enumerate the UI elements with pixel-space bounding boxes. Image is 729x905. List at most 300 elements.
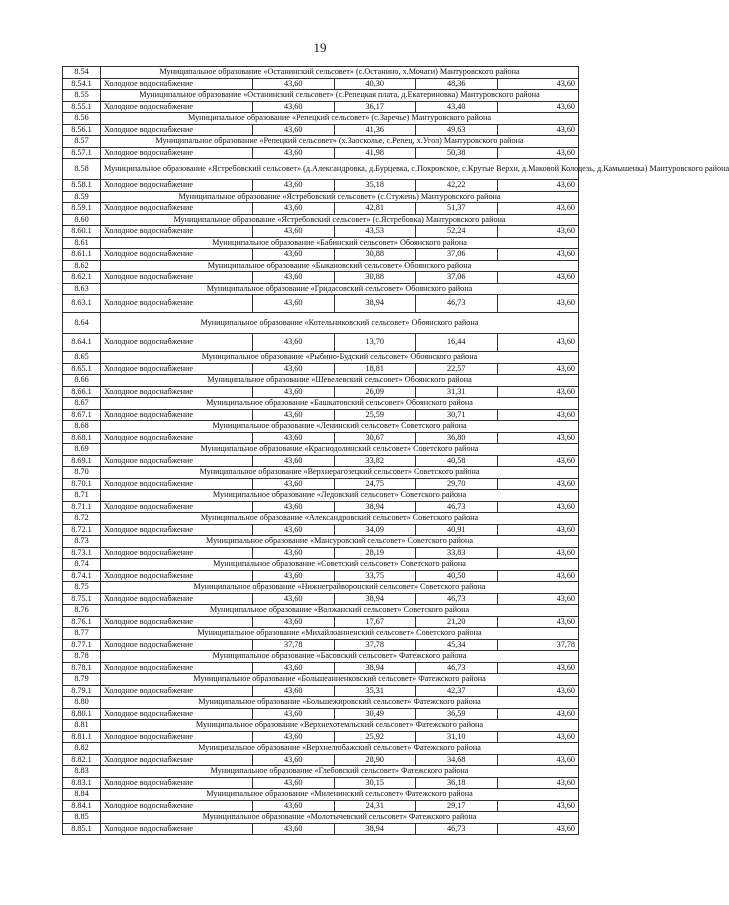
section-header-row	[63, 113, 579, 125]
tariff-value: 43,60	[497, 203, 579, 215]
tariff-value: 46,73	[416, 501, 498, 513]
tariff-value: 43,60	[253, 777, 335, 789]
row-number: 8.56.1	[63, 124, 101, 136]
tariff-value: 26,09	[334, 386, 416, 398]
tariff-value: 43,60	[497, 386, 579, 398]
tariff-value: 22,57	[416, 363, 498, 375]
tariff-value: 41,36	[334, 124, 416, 136]
table-row	[63, 101, 579, 113]
section-number: 8.61	[63, 237, 101, 249]
tariff-value: 37,78	[334, 639, 416, 651]
tariff-value: 43,60	[253, 249, 335, 261]
tariff-value: 33,83	[416, 547, 498, 559]
page-number: 19	[313, 40, 327, 55]
table-row	[63, 800, 579, 812]
service-name: Холодное водоснабжение	[101, 409, 253, 421]
tariff-value: 42,81	[334, 203, 416, 215]
row-number: 8.64.1	[63, 334, 101, 352]
tariff-value: 43,60	[497, 570, 579, 582]
tariff-value: 43,60	[253, 334, 335, 352]
tariff-value: 52,24	[416, 226, 498, 238]
service-name: Холодное водоснабжение	[101, 147, 253, 159]
section-number: 8.69	[63, 444, 101, 456]
tariff-value: 35,31	[334, 685, 416, 697]
section-header-row	[63, 697, 579, 709]
service-name: Холодное водоснабжение	[101, 639, 253, 651]
section-title: Муниципальное образование «Басовский сельсовет» Фатежского района	[101, 651, 579, 663]
tariff-value: 43,60	[253, 386, 335, 398]
tariff-value: 33,75	[334, 570, 416, 582]
row-number: 8.83.1	[63, 777, 101, 789]
service-name: Холодное водоснабжение	[101, 180, 253, 192]
section-title: Муниципальное образование «Ястребовский сельсовет» (с.Стужень) Мантуровского района	[101, 191, 579, 203]
section-title: Муниципальное образование «Александровский сельсовет» Советского района	[101, 513, 579, 525]
row-number: 8.66.1	[63, 386, 101, 398]
tariff-value: 43,60	[253, 101, 335, 113]
tariff-value: 43,60	[497, 226, 579, 238]
tariff-value: 38,94	[334, 823, 416, 835]
section-number: 8.68	[63, 421, 101, 433]
table-row	[63, 272, 579, 284]
tariff-value: 37,06	[416, 272, 498, 284]
tariff-value: 31,10	[416, 731, 498, 743]
tariff-value: 38,94	[334, 295, 416, 313]
table-row	[63, 147, 579, 159]
tariff-value: 43,60	[497, 524, 579, 536]
section-header-row	[63, 159, 579, 180]
tariff-value: 43,60	[497, 662, 579, 674]
tariff-value: 43,60	[497, 823, 579, 835]
section-title: Муниципальное образование «Останинский сельсовет» (с.Репецкая плата, д.Екатериновка) Мантуровского района	[101, 90, 579, 102]
tariff-value: 43,53	[334, 226, 416, 238]
section-header-row	[63, 674, 579, 686]
section-title: Муниципальное образование «Верхнелюбажский сельсовет» Фатежского района	[101, 743, 579, 755]
section-number: 8.80	[63, 697, 101, 709]
section-header-row	[63, 444, 579, 456]
tariff-value: 51,37	[416, 203, 498, 215]
section-header-row	[63, 582, 579, 594]
section-title: Муниципальное образование «Миленинский сельсовет» Фатежского района	[101, 789, 579, 801]
section-title: Муниципальное образование «Останинский сельсовет» (с.Останино, х.Мочаги) Мантуровского района	[101, 67, 579, 79]
section-title: Муниципальное образование «Волжанский сельсовет» Советского района	[101, 605, 579, 617]
tariff-value: 30,88	[334, 272, 416, 284]
table-row	[63, 593, 579, 605]
section-header-row	[63, 490, 579, 502]
tariff-value: 43,60	[253, 616, 335, 628]
service-name: Холодное водоснабжение	[101, 249, 253, 261]
row-number: 8.77.1	[63, 639, 101, 651]
tariff-value: 43,60	[253, 593, 335, 605]
section-header-row	[63, 628, 579, 640]
tariff-value: 36,17	[334, 101, 416, 113]
table-row	[63, 501, 579, 513]
tariff-value: 43,60	[253, 731, 335, 743]
row-number: 8.63.1	[63, 295, 101, 313]
section-header-row	[63, 214, 579, 226]
service-name: Холодное водоснабжение	[101, 570, 253, 582]
tariff-value: 43,60	[253, 295, 335, 313]
tariff-value: 30,49	[334, 708, 416, 720]
tariff-value: 49,63	[416, 124, 498, 136]
service-name: Холодное водоснабжение	[101, 334, 253, 352]
service-name: Холодное водоснабжение	[101, 124, 253, 136]
tariff-value: 24,75	[334, 478, 416, 490]
table-row	[63, 386, 579, 398]
service-name: Холодное водоснабжение	[101, 616, 253, 628]
table-row	[63, 180, 579, 192]
tariff-value: 43,60	[253, 226, 335, 238]
section-title: Муниципальное образование «Мансуровский сельсовет» Советского района	[101, 536, 579, 548]
tariff-value: 36,59	[416, 708, 498, 720]
tariff-value: 37,06	[416, 249, 498, 261]
row-number: 8.58.1	[63, 180, 101, 192]
table-row	[63, 777, 579, 789]
tariff-value: 43,60	[253, 524, 335, 536]
section-title: Муниципальное образование «Советский сельсовет» Советского района	[101, 559, 579, 571]
service-name: Холодное водоснабжение	[101, 662, 253, 674]
tariff-value: 48,36	[416, 78, 498, 90]
row-number: 8.61.1	[63, 249, 101, 261]
section-title: Муниципальное образование «Ледовский сельсовет» Советского района	[101, 490, 579, 502]
tariff-value: 16,44	[416, 334, 498, 352]
row-number: 8.78.1	[63, 662, 101, 674]
section-number: 8.55	[63, 90, 101, 102]
tariff-value: 41,98	[334, 147, 416, 159]
tariff-value: 33,82	[334, 455, 416, 467]
row-number: 8.79.1	[63, 685, 101, 697]
service-name: Холодное водоснабжение	[101, 101, 253, 113]
row-number: 8.80.1	[63, 708, 101, 720]
service-name: Холодное водоснабжение	[101, 823, 253, 835]
tariff-value: 46,73	[416, 823, 498, 835]
tariff-value: 31,31	[416, 386, 498, 398]
row-number: 8.59.1	[63, 203, 101, 215]
section-title: Муниципальное образование «Быкановский сельсовет» Обоянского района	[101, 260, 579, 272]
tariff-value: 43,60	[497, 78, 579, 90]
section-title: Муниципальное образование «Верхнерагозецкий сельсовет» Советского района	[101, 467, 579, 479]
section-title: Муниципальное образование «Шевелевский сельсовет» Обоянского района	[101, 375, 579, 387]
table-row	[63, 203, 579, 215]
tariff-value: 43,60	[253, 432, 335, 444]
tariff-value: 37,78	[253, 639, 335, 651]
tariff-value: 42,22	[416, 180, 498, 192]
service-name: Холодное водоснабжение	[101, 432, 253, 444]
tariff-value: 43,60	[253, 203, 335, 215]
section-header-row	[63, 352, 579, 364]
tariff-value: 43,60	[253, 685, 335, 697]
service-name: Холодное водоснабжение	[101, 731, 253, 743]
tariff-value: 43,60	[497, 147, 579, 159]
tariff-value: 36,80	[416, 432, 498, 444]
tariff-value: 40,58	[416, 455, 498, 467]
service-name: Холодное водоснабжение	[101, 754, 253, 766]
section-header-row	[63, 766, 579, 778]
tariff-value: 37,78	[497, 639, 579, 651]
section-number: 8.54	[63, 67, 101, 79]
section-title: Муниципальное образование «Ленинский сельсовет» Советского района	[101, 421, 579, 433]
section-header-row	[63, 67, 579, 79]
table-row	[63, 823, 579, 835]
section-header-row	[63, 283, 579, 295]
tariff-value: 43,60	[497, 272, 579, 284]
section-number: 8.67	[63, 398, 101, 410]
table-row	[63, 547, 579, 559]
service-name: Холодное водоснабжение	[101, 800, 253, 812]
section-header-row	[63, 467, 579, 479]
tariff-value: 43,60	[253, 363, 335, 375]
row-number: 8.65.1	[63, 363, 101, 375]
section-title: Муниципальное образование «Башкатовский сельсовет» Обоянского района	[101, 398, 579, 410]
service-name: Холодное водоснабжение	[101, 524, 253, 536]
service-name: Холодное водоснабжение	[101, 547, 253, 559]
section-title: Муниципальное образование «Репецкий сельсовет» (х.Заосколье, с.Репец, х.Угол) Мантуровского района	[101, 136, 579, 148]
tariff-value: 43,60	[253, 147, 335, 159]
table-row	[63, 124, 579, 136]
tariff-value: 43,60	[253, 547, 335, 559]
table-row	[63, 295, 579, 313]
section-header-row	[63, 812, 579, 824]
section-number: 8.75	[63, 582, 101, 594]
tariff-value: 43,60	[497, 593, 579, 605]
tariff-value: 43,60	[497, 455, 579, 467]
section-header-row	[63, 421, 579, 433]
tariff-value: 30,15	[334, 777, 416, 789]
tariff-value: 43,60	[497, 249, 579, 261]
tariff-value: 17,67	[334, 616, 416, 628]
tariff-value: 43,60	[253, 124, 335, 136]
tariff-value: 40,30	[334, 78, 416, 90]
table-row	[63, 432, 579, 444]
service-name: Холодное водоснабжение	[101, 272, 253, 284]
service-name: Холодное водоснабжение	[101, 708, 253, 720]
tariff-value: 43,60	[497, 685, 579, 697]
section-header-row	[63, 789, 579, 801]
section-header-row	[63, 743, 579, 755]
table-row	[63, 455, 579, 467]
table-row	[63, 639, 579, 651]
tariff-table	[62, 66, 729, 835]
tariff-value: 24,31	[334, 800, 416, 812]
tariff-value: 30,71	[416, 409, 498, 421]
row-number: 8.82.1	[63, 754, 101, 766]
tariff-value: 43,60	[253, 708, 335, 720]
row-number: 8.54.1	[63, 78, 101, 90]
table-row	[63, 226, 579, 238]
tariff-value: 42,37	[416, 685, 498, 697]
section-number: 8.78	[63, 651, 101, 663]
section-title: Муниципальное образование «Котельниковский сельсовет» Обоянского района	[101, 313, 579, 334]
tariff-value: 43,60	[497, 101, 579, 113]
section-number: 8.56	[63, 113, 101, 125]
tariff-value: 28,90	[334, 754, 416, 766]
service-name: Холодное водоснабжение	[101, 501, 253, 513]
tariff-value: 43,60	[497, 800, 579, 812]
row-number: 8.72.1	[63, 524, 101, 536]
tariff-value: 43,60	[253, 570, 335, 582]
section-number: 8.79	[63, 674, 101, 686]
tariff-value: 43,60	[253, 455, 335, 467]
tariff-value: 13,70	[334, 334, 416, 352]
section-number: 8.62	[63, 260, 101, 272]
tariff-value: 38,94	[334, 593, 416, 605]
section-number: 8.58	[63, 159, 101, 180]
tariff-value: 43,60	[497, 777, 579, 789]
row-number: 8.75.1	[63, 593, 101, 605]
section-title: Муниципальное образование «Михайлоанненский сельсовет» Советского района	[101, 628, 579, 640]
table-row	[63, 409, 579, 421]
tariff-value: 43,60	[497, 547, 579, 559]
tariff-value: 40,50	[416, 570, 498, 582]
table-row	[63, 78, 579, 90]
section-number: 8.82	[63, 743, 101, 755]
table-row	[63, 754, 579, 766]
table-row	[63, 249, 579, 261]
section-header-row	[63, 605, 579, 617]
tariff-value: 43,60	[497, 731, 579, 743]
section-header-row	[63, 559, 579, 571]
tariff-value: 45,34	[416, 639, 498, 651]
tariff-value: 43,60	[497, 124, 579, 136]
tariff-value: 43,60	[497, 478, 579, 490]
tariff-value: 43,60	[497, 295, 579, 313]
tariff-value: 43,60	[253, 501, 335, 513]
section-header-row	[63, 313, 579, 334]
section-title: Муниципальное образование «Большежировский сельсовет» Фатежского района	[101, 697, 579, 709]
service-name: Холодное водоснабжение	[101, 478, 253, 490]
table-row	[63, 478, 579, 490]
section-title: Муниципальное образование «Бабинский сельсовет» Обоянского района	[101, 237, 579, 249]
section-number: 8.64	[63, 313, 101, 334]
section-number: 8.74	[63, 559, 101, 571]
section-number: 8.83	[63, 766, 101, 778]
tariff-value: 43,60	[253, 754, 335, 766]
row-number: 8.73.1	[63, 547, 101, 559]
section-number: 8.77	[63, 628, 101, 640]
section-title: Муниципальное образование «Краснодолинский сельсовет» Советского района	[101, 444, 579, 456]
tariff-value: 43,60	[253, 180, 335, 192]
tariff-value: 43,60	[497, 616, 579, 628]
section-number: 8.70	[63, 467, 101, 479]
tariff-value: 43,60	[253, 409, 335, 421]
section-title: Муниципальное образование «Ястребовский сельсовет» (д.Александровка, д.Бурцевка, с.Покровское, с.Крутые Верхи, д.Маковой Колодезь, д.Камышенка) Мантуровского района	[101, 159, 579, 180]
section-title: Муниципальное образование «Верхнехотемльский сельсовет» Фатежского района	[101, 720, 579, 732]
section-title: Муниципальное образование «Нижнеграйворонский сельсовет» Советского района	[101, 582, 579, 594]
section-header-row	[63, 398, 579, 410]
row-number: 8.76.1	[63, 616, 101, 628]
tariff-value: 43,60	[497, 708, 579, 720]
tariff-value: 43,60	[253, 662, 335, 674]
service-name: Холодное водоснабжение	[101, 363, 253, 375]
tariff-value: 18,81	[334, 363, 416, 375]
row-number: 8.60.1	[63, 226, 101, 238]
tariff-value: 43,60	[497, 409, 579, 421]
section-title: Муниципальное образование «Гридасовский сельсовет» Обоянского района	[101, 283, 579, 295]
service-name: Холодное водоснабжение	[101, 593, 253, 605]
tariff-value: 43,40	[416, 101, 498, 113]
section-header-row	[63, 375, 579, 387]
table-row	[63, 524, 579, 536]
row-number: 8.84.1	[63, 800, 101, 812]
row-number: 8.55.1	[63, 101, 101, 113]
section-header-row	[63, 136, 579, 148]
tariff-value: 25,59	[334, 409, 416, 421]
section-number: 8.84	[63, 789, 101, 801]
tariff-value: 43,60	[497, 501, 579, 513]
section-number: 8.81	[63, 720, 101, 732]
tariff-value: 46,73	[416, 295, 498, 313]
tariff-value: 21,20	[416, 616, 498, 628]
section-header-row	[63, 651, 579, 663]
section-title: Муниципальное образование «Репецкий сельсовет» (с.Заречье) Мантуровского района	[101, 113, 579, 125]
section-number: 8.72	[63, 513, 101, 525]
tariff-value: 34,09	[334, 524, 416, 536]
service-name: Холодное водоснабжение	[101, 226, 253, 238]
section-header-row	[63, 90, 579, 102]
table-row	[63, 334, 579, 352]
section-number: 8.73	[63, 536, 101, 548]
tariff-table-body	[63, 67, 729, 835]
tariff-value: 30,67	[334, 432, 416, 444]
section-number: 8.85	[63, 812, 101, 824]
tariff-value: 38,94	[334, 662, 416, 674]
table-row	[63, 363, 579, 375]
tariff-value: 43,60	[497, 432, 579, 444]
service-name: Холодное водоснабжение	[101, 455, 253, 467]
tariff-value: 43,60	[253, 78, 335, 90]
section-number: 8.71	[63, 490, 101, 502]
row-number: 8.71.1	[63, 501, 101, 513]
tariff-value: 43,60	[497, 334, 579, 352]
tariff-value: 46,73	[416, 593, 498, 605]
tariff-value: 34,68	[416, 754, 498, 766]
tariff-value: 29,70	[416, 478, 498, 490]
section-number: 8.76	[63, 605, 101, 617]
section-title: Муниципальное образование «Большеанненковский сельсовет» Фатежского района	[101, 674, 579, 686]
tariff-value: 50,38	[416, 147, 498, 159]
service-name: Холодное водоснабжение	[101, 777, 253, 789]
tariff-value: 43,60	[497, 754, 579, 766]
tariff-value: 43,60	[497, 363, 579, 375]
section-header-row	[63, 536, 579, 548]
section-title: Муниципальное образование «Глебовский сельсовет» Фатежского района	[101, 766, 579, 778]
table-row	[63, 616, 579, 628]
row-number: 8.68.1	[63, 432, 101, 444]
row-number: 8.62.1	[63, 272, 101, 284]
tariff-value: 30,88	[334, 249, 416, 261]
section-title: Муниципальное образование «Рыбино-Будский сельсовет» Обоянского района	[101, 352, 579, 364]
row-number: 8.81.1	[63, 731, 101, 743]
tariff-value: 36,18	[416, 777, 498, 789]
table-row	[63, 685, 579, 697]
row-number: 8.57.1	[63, 147, 101, 159]
tariff-value: 40,91	[416, 524, 498, 536]
service-name: Холодное водоснабжение	[101, 78, 253, 90]
tariff-value: 43,60	[497, 180, 579, 192]
row-number: 8.70.1	[63, 478, 101, 490]
section-number: 8.66	[63, 375, 101, 387]
tariff-value: 43,60	[253, 478, 335, 490]
table-row	[63, 731, 579, 743]
section-header-row	[63, 260, 579, 272]
section-header-row	[63, 191, 579, 203]
section-header-row	[63, 720, 579, 732]
tariff-value: 46,73	[416, 662, 498, 674]
tariff-value: 35,18	[334, 180, 416, 192]
tariff-value: 28,19	[334, 547, 416, 559]
section-header-row	[63, 237, 579, 249]
section-title: Муниципальное образование «Ястребовский сельсовет» (с.Ястребовка) Мантуровского района	[101, 214, 579, 226]
service-name: Холодное водоснабжение	[101, 295, 253, 313]
